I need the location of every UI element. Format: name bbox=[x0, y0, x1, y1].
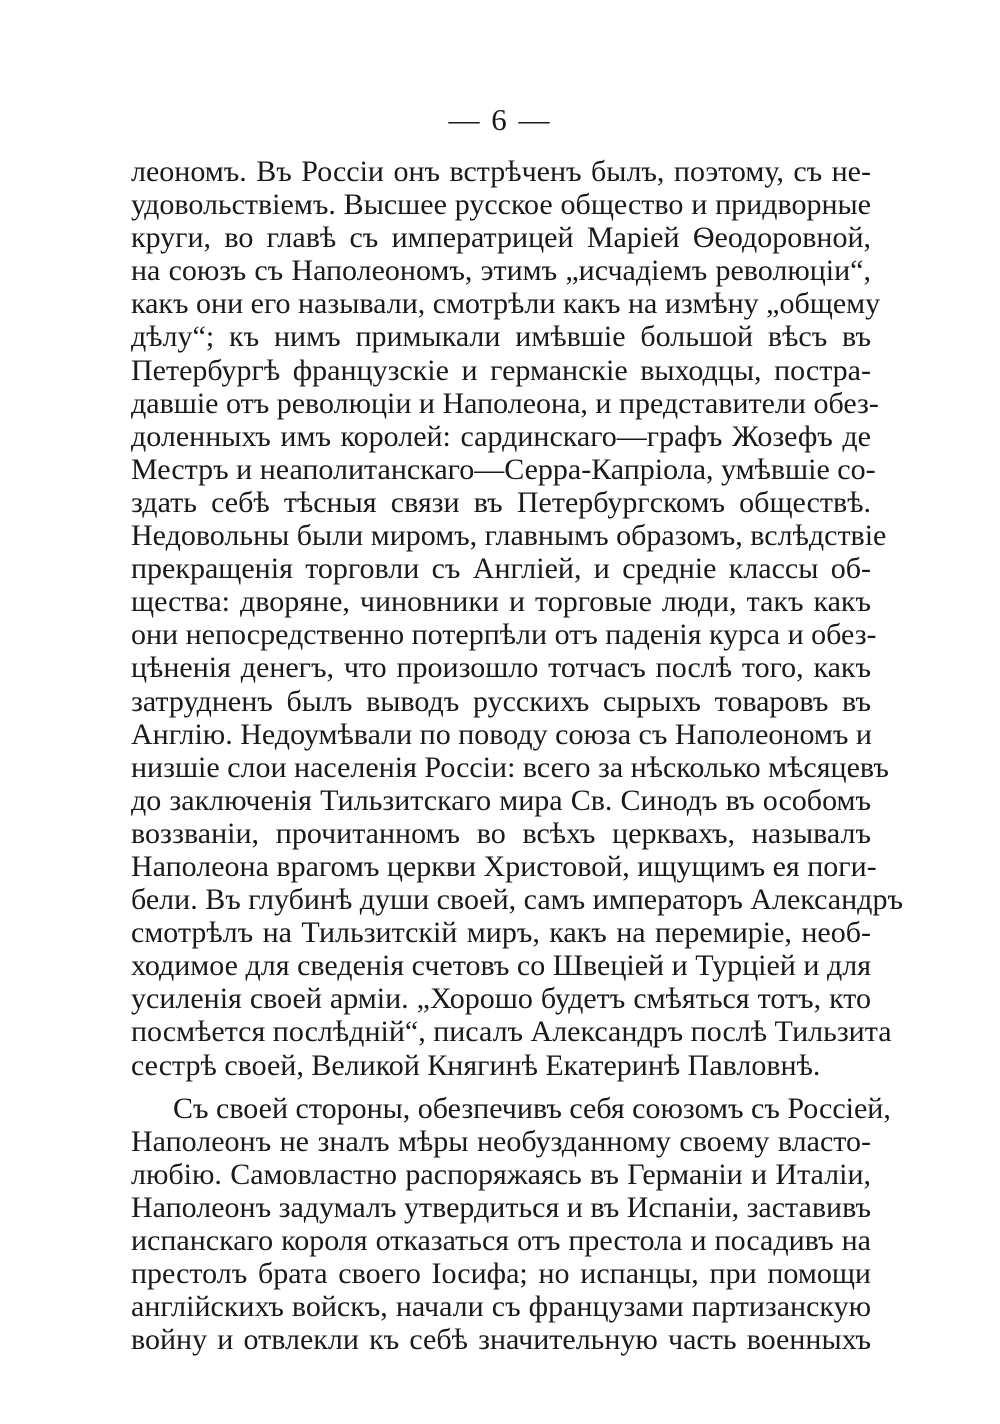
text-line: Англію. Недоумѣвали по поводу союза съ Наполеономъ и bbox=[131, 717, 872, 751]
paragraph-1 bbox=[131, 155, 903, 1082]
paragraph-2 bbox=[131, 1091, 891, 1357]
text-line: смотрѣлъ на Тильзитскій миръ, какъ на перемиріе, необ- bbox=[131, 916, 871, 950]
text-line: на союзъ съ Наполеономъ, этимъ „исчадіемъ революціи“, bbox=[131, 254, 871, 288]
paragraph-gap bbox=[131, 1082, 871, 1092]
text-line: англійскихъ войскъ, начали съ французами партизанскую bbox=[131, 1290, 871, 1324]
text-line: здать себѣ тѣсныя связи въ Петербургскомъ обществѣ. bbox=[131, 485, 871, 519]
text-line: воззваніи, прочитанномъ во всѣхъ церквахъ, называлъ bbox=[131, 816, 871, 850]
text-line: войну и отвлекли къ себѣ значительную часть военныхъ bbox=[131, 1323, 871, 1357]
text-line: бели. Въ глубинѣ души своей, самъ императоръ Александръ bbox=[131, 883, 903, 917]
text-line: любію. Самовластно распоряжаясь въ Германіи и Италіи, bbox=[131, 1157, 871, 1191]
body-text bbox=[131, 155, 903, 1357]
text-line: Наполеонъ задумалъ утвердиться и въ Испаніи, заставивъ bbox=[131, 1190, 871, 1224]
text-line: цѣненія денегъ, что произошло тотчасъ послѣ того, какъ bbox=[131, 651, 871, 685]
text-line: до заключенія Тильзитскаго мира Св. Синодъ въ особомъ bbox=[131, 783, 871, 817]
text-line: ходимое для сведенія счетовъ со Швеціей и Турціей и для bbox=[131, 949, 871, 983]
text-line: усиленія своей арміи. „Хорошо будетъ смѣяться тотъ, кто bbox=[131, 982, 871, 1016]
text-line: Наполеона врагомъ церкви Христовой, ищущимъ ея поги- bbox=[131, 849, 877, 883]
page-number: — 6 — bbox=[448, 102, 552, 137]
text-line: круги, во главѣ съ императрицей Маріей Ѳеодоровной, bbox=[131, 221, 871, 255]
text-line: леономъ. Въ Россіи онъ встрѣченъ былъ, поэтому, съ не- bbox=[131, 155, 871, 188]
text-line: Петербургѣ французскіе и германскіе выходцы, постра- bbox=[131, 353, 871, 387]
text-line: посмѣется послѣдній“, писалъ Александръ послѣ Тильзита bbox=[131, 1015, 892, 1049]
text-line: затрудненъ былъ выводъ русскихъ сырыхъ товаровъ въ bbox=[131, 684, 871, 718]
text-line: престолъ брата своего Іосифа; но испанцы, при помощи bbox=[131, 1257, 871, 1291]
text-line: дѣлу“; къ нимъ примыкали имѣвшіе большой вѣсъ въ bbox=[131, 320, 871, 354]
text-line: Местръ и неаполитанскаго—Серра-Капріола, умѣвшіе со- bbox=[131, 452, 876, 486]
text-line: доленныхъ имъ королей: сардинскаго—графъ Жозефъ де bbox=[131, 419, 871, 453]
text-line: какъ они его называли, смотрѣли какъ на измѣну „общему bbox=[131, 287, 881, 321]
text-line: удовольствіемъ. Высшее русское общество и придворные bbox=[131, 188, 871, 222]
text-line: Недовольны были миромъ, главнымъ образомъ, вслѣдствіе bbox=[131, 519, 887, 553]
text-line: сестрѣ своей, Великой Княгинѣ Екатеринѣ Павловнѣ. bbox=[131, 1048, 821, 1082]
text-line: давшіе отъ революціи и Наполеона, и представители обез- bbox=[131, 386, 879, 420]
text-line: Съ своей стороны, обезпечивъ себя союзомъ съ Россіей, bbox=[173, 1091, 891, 1125]
text-line: щества: дворяне, чиновники и торговые люди, такъ какъ bbox=[131, 585, 871, 619]
text-line: прекращенія торговли съ Англіей, и средніе классы об- bbox=[131, 552, 871, 586]
text-line: Наполеонъ не зналъ мѣры необузданному своему власто- bbox=[131, 1124, 871, 1158]
text-line: испанскаго короля отказаться отъ престола и посадивъ на bbox=[131, 1224, 871, 1257]
text-line: низшіе слои населенія Россіи: всего за нѣсколько мѣсяцевъ bbox=[131, 750, 889, 784]
text-line: они непосредственно потерпѣли отъ паденія курса и обез- bbox=[131, 618, 877, 652]
